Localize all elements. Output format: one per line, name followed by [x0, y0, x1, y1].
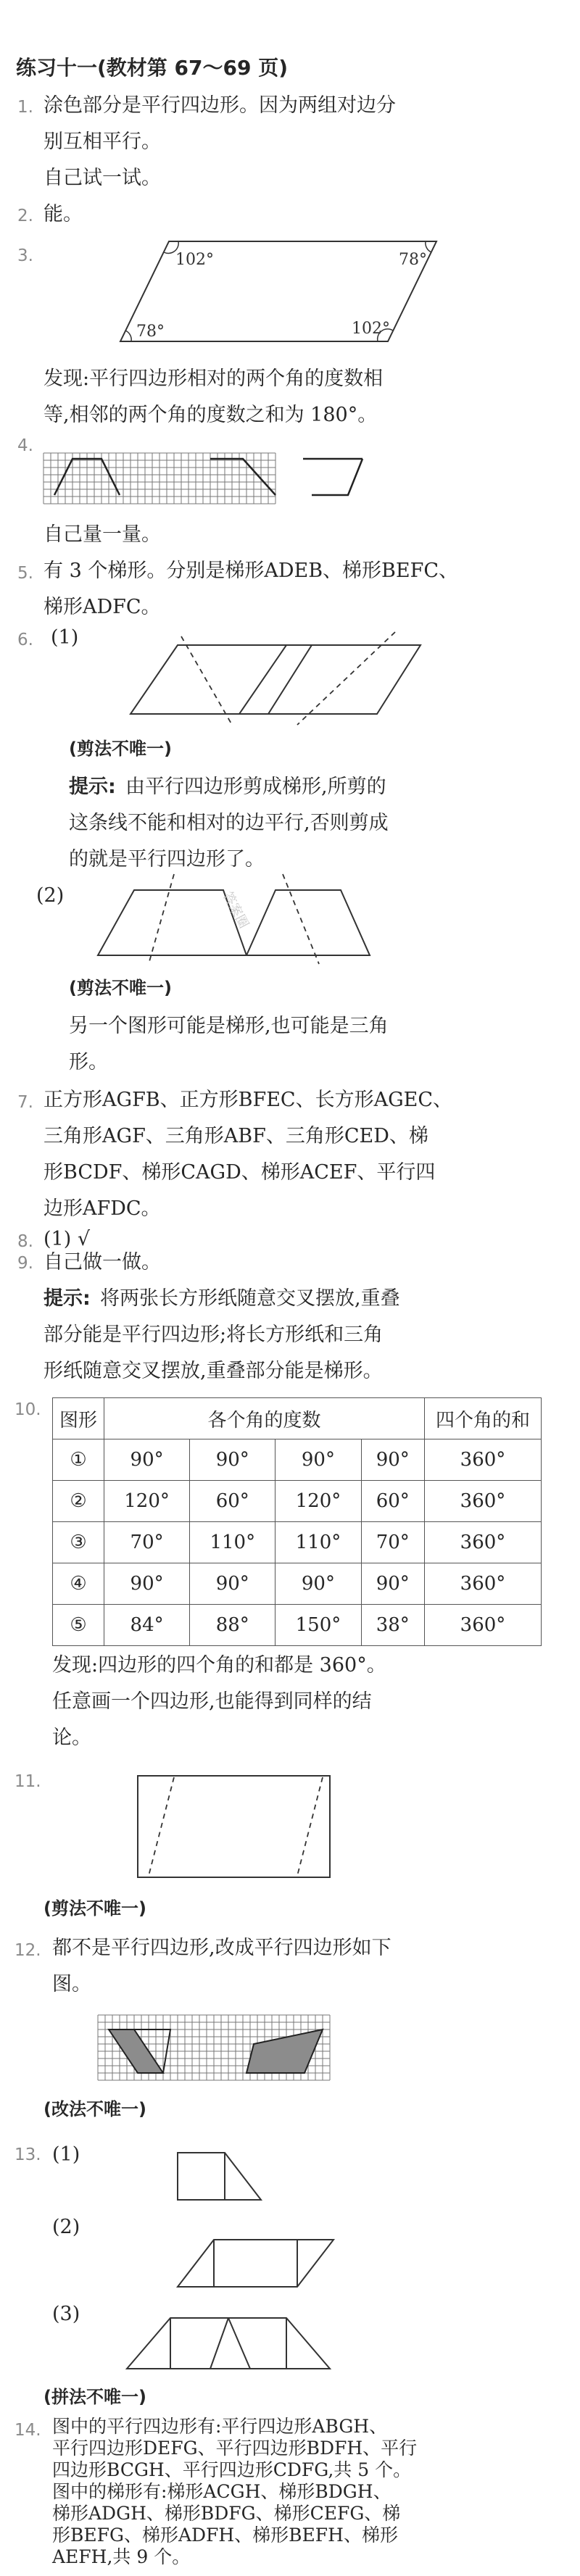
q11-note: (剪法不唯一)	[44, 1898, 146, 1919]
q2-number: 2.	[17, 207, 33, 225]
table-header: 图形	[53, 1398, 104, 1439]
q1-line-1: 涂色部分是平行四边形。因为两组对边分	[44, 94, 396, 117]
table-cell: 90°	[104, 1563, 190, 1605]
q14-line-1: 图中的平行四边形有:平行四边形ABGH、	[52, 2416, 388, 2437]
q6-hint-line-2: 这条线不能和相对的边平行,否则剪成	[69, 812, 389, 834]
table-cell: 38°	[361, 1605, 424, 1646]
q12-line-1: 都不是平行四边形,改成平行四边形如下	[52, 1937, 392, 1959]
table-cell: 70°	[361, 1522, 424, 1563]
q7-line-1: 正方形AGFB、正方形BFEC、长方形AGEC、	[44, 1089, 453, 1111]
q7-line-4: 边形AFDC。	[44, 1197, 161, 1220]
table-cell: 360°	[425, 1605, 542, 1646]
q5-line-1: 有 3 个梯形。分别是梯形ADEB、梯形BEFC、	[44, 560, 458, 582]
q1-line-2: 别互相平行。	[44, 130, 161, 153]
q6-note-2: (剪法不唯一)	[69, 978, 172, 998]
table-header: 四个角的和	[425, 1398, 542, 1439]
table-cell: 90°	[361, 1439, 424, 1481]
table-cell: 84°	[104, 1605, 190, 1646]
q1-line-3: 自己试一试。	[44, 167, 161, 189]
table-cell: 90°	[276, 1439, 361, 1481]
q5-number: 5.	[17, 564, 33, 583]
q10-line-1: 发现:四边形的四个角的和都是 360°。	[52, 1654, 386, 1677]
q14-line-4: 图中的梯形有:梯形ACGH、梯形BDGH、	[52, 2481, 392, 2502]
q14-line-6: 形BEFG、梯形ADFH、梯形BEFH、梯形	[52, 2525, 398, 2546]
table-cell: 90°	[276, 1563, 361, 1605]
table-cell: 90°	[361, 1563, 424, 1605]
q9-hint-line-3: 形纸随意交叉摆放,重叠部分能是梯形。	[44, 1360, 383, 1382]
q6-note-1: (剪法不唯一)	[69, 739, 172, 759]
q10-line-2: 任意画一个四边形,也能得到同样的结	[52, 1690, 372, 1713]
q13-label-2: (2)	[52, 2216, 80, 2238]
q6-part2-label: (2)	[36, 884, 65, 907]
q4-number: 4.	[17, 436, 33, 455]
q3-line-1: 发现:平行四边形相对的两个角的度数相	[44, 367, 384, 390]
q14-line-2: 平行四边形DEFG、平行四边形BDFH、平行	[52, 2438, 418, 2459]
q10-line-3: 论。	[52, 1727, 91, 1749]
q6-hint-label: 提示:	[69, 776, 116, 798]
page-title: 练习十一(教材第 67～69 页)	[16, 56, 289, 80]
table-cell: 360°	[425, 1522, 542, 1563]
table-cell: 60°	[361, 1481, 424, 1522]
table-cell: ⑤	[53, 1605, 104, 1646]
q8-number: 8.	[17, 1232, 33, 1251]
q9-hint-line-2: 部分能是平行四边形;将长方形纸和三角	[44, 1324, 384, 1346]
angle-label-top-right: 78°	[399, 251, 427, 269]
angle-label-bottom-right: 102°	[352, 320, 390, 338]
watermark: 答案圈	[219, 889, 252, 931]
table-cell: ④	[53, 1563, 104, 1605]
q9-hint-line-1: 将两张长方形纸随意交叉摆放,重叠	[100, 1287, 400, 1310]
q10-number: 10.	[14, 1400, 41, 1419]
q9-number: 9.	[17, 1254, 33, 1273]
q6-hint-line-1: 由平行四边形剪成梯形,所剪的	[125, 776, 386, 798]
q5-line-2: 梯形ADFC。	[44, 596, 161, 618]
q13-note: (拼法不唯一)	[44, 2387, 146, 2407]
table-cell: ②	[53, 1481, 104, 1522]
table-cell: 110°	[190, 1522, 276, 1563]
table-cell: 360°	[425, 1481, 542, 1522]
table-cell: ③	[53, 1522, 104, 1563]
q2-text: 能。	[44, 203, 83, 225]
q13-label-3: (3)	[52, 2303, 80, 2325]
q13-label-1: (1)	[52, 2143, 80, 2166]
q11-number: 11.	[14, 1772, 41, 1791]
table-cell: ①	[53, 1439, 104, 1481]
q4-text: 自己量一量。	[44, 523, 161, 546]
q6-part2-line-2: 形。	[69, 1051, 108, 1073]
q3-number: 3.	[17, 246, 33, 265]
q9-text: 自己做一做。	[44, 1251, 161, 1274]
q14-line-7: AEFH,共 9 个。	[52, 2546, 191, 2567]
q3-line-2: 等,相邻的两个角的度数之和为 180°。	[44, 404, 378, 426]
q6-part1-label: (1)	[51, 626, 79, 649]
q6-number: 6.	[17, 631, 33, 649]
q9-hint-label: 提示:	[44, 1287, 91, 1310]
q12-note: (改法不唯一)	[44, 2099, 146, 2119]
table-cell: 90°	[190, 1439, 276, 1481]
q12-line-2: 图。	[52, 1973, 91, 1995]
table-cell: 70°	[104, 1522, 190, 1563]
q14-line-3: 四边形BCGH、平行四边形CDFG,共 5 个。	[52, 2459, 412, 2480]
q7-line-2: 三角形AGF、三角形ABF、三角形CED、梯	[44, 1125, 428, 1147]
angle-label-bottom-left: 78°	[136, 323, 165, 341]
q6-part2-line-1: 另一个图形可能是梯形,也可能是三角	[69, 1015, 389, 1037]
table-cell: 90°	[190, 1563, 276, 1605]
q7-number: 7.	[17, 1093, 33, 1112]
q13-number: 13.	[14, 2145, 41, 2164]
table-cell: 120°	[276, 1481, 361, 1522]
q1-number: 1.	[17, 98, 33, 117]
angle-label-top-left: 102°	[175, 251, 214, 269]
q8-text: (1) √	[44, 1228, 91, 1250]
q7-line-3: 形BCDF、梯形CAGD、梯形ACEF、平行四	[44, 1161, 436, 1184]
q14-line-5: 梯形ADGH、梯形BDFG、梯形CEFG、梯	[52, 2503, 401, 2524]
q12-number: 12.	[14, 1941, 41, 1960]
table-cell: 120°	[104, 1481, 190, 1522]
table-cell: 360°	[425, 1563, 542, 1605]
table-cell: 360°	[425, 1439, 542, 1481]
table-header: 各个角的度数	[104, 1398, 425, 1439]
q14-number: 14.	[14, 2421, 41, 2440]
q6-hint-line-3: 的就是平行四边形了。	[69, 848, 265, 871]
table-cell: 150°	[276, 1605, 361, 1646]
table-cell: 88°	[190, 1605, 276, 1646]
table-cell: 60°	[190, 1481, 276, 1522]
table-cell: 90°	[104, 1439, 190, 1481]
table-cell: 110°	[276, 1522, 361, 1563]
